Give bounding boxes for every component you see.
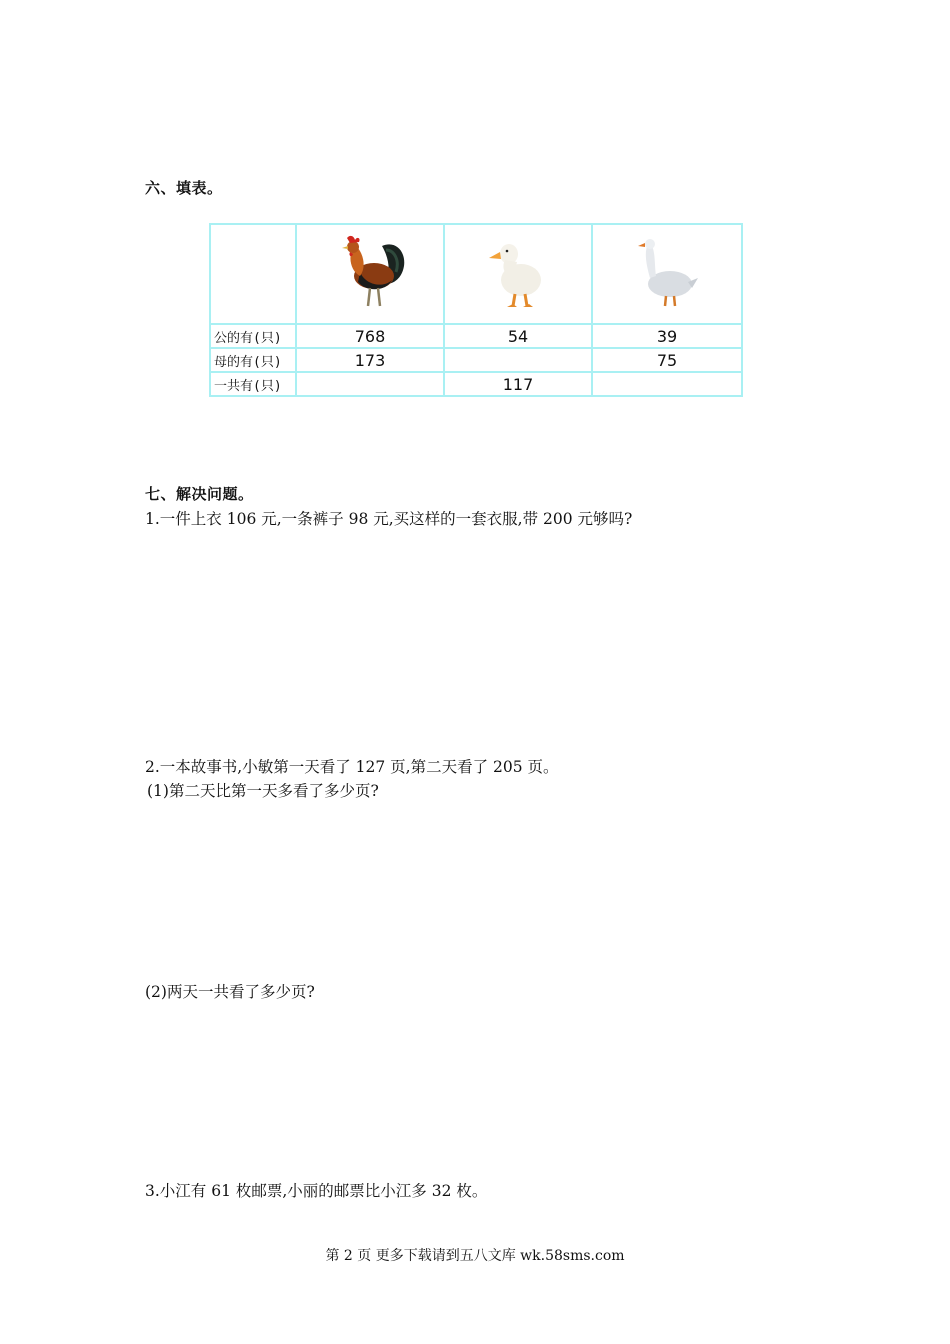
fill-in-table	[209, 223, 743, 397]
table-row	[210, 348, 742, 372]
rooster-cell	[296, 224, 444, 324]
table-row	[210, 324, 742, 348]
question-2-part-2: (2)两天一共看了多少页?	[145, 983, 315, 1001]
table-cell-blank[interactable]	[444, 348, 592, 372]
table-row	[210, 372, 742, 396]
duck-icon	[483, 232, 553, 312]
question-2: 2.一本故事书,小敏第一天看了 127 页,第二天看了 205 页。	[145, 758, 559, 776]
table-cell: 173	[296, 348, 444, 372]
page-footer: 第 2 页 更多下载请到五八文库 wk.58sms.com	[325, 1248, 625, 1264]
goose-cell	[592, 224, 742, 324]
row-label: 公的有(只)	[210, 324, 296, 348]
section-6-heading: 六、填表。	[145, 179, 223, 197]
table-cell: 75	[592, 348, 742, 372]
table-cell-blank[interactable]	[296, 372, 444, 396]
table-cell: 54	[444, 324, 592, 348]
row-label: 母的有(只)	[210, 348, 296, 372]
rooster-icon	[330, 232, 410, 312]
row-label: 一共有(只)	[210, 372, 296, 396]
section-7-heading: 七、解决问题。	[145, 485, 254, 503]
table-cell: 39	[592, 324, 742, 348]
goose-icon	[632, 232, 702, 312]
table-cell-blank[interactable]	[592, 372, 742, 396]
table-header-row	[210, 224, 742, 324]
question-3: 3.小江有 61 枚邮票,小丽的邮票比小江多 32 枚。	[145, 1182, 488, 1200]
question-1: 1.一件上衣 106 元,一条裤子 98 元,买这样的一套衣服,带 200 元够吗?	[145, 510, 633, 528]
table-cell: 117	[444, 372, 592, 396]
table-cell: 768	[296, 324, 444, 348]
corner-cell	[210, 224, 296, 324]
question-2-part-1: (1)第二天比第一天多看了多少页?	[147, 782, 379, 800]
duck-cell	[444, 224, 592, 324]
